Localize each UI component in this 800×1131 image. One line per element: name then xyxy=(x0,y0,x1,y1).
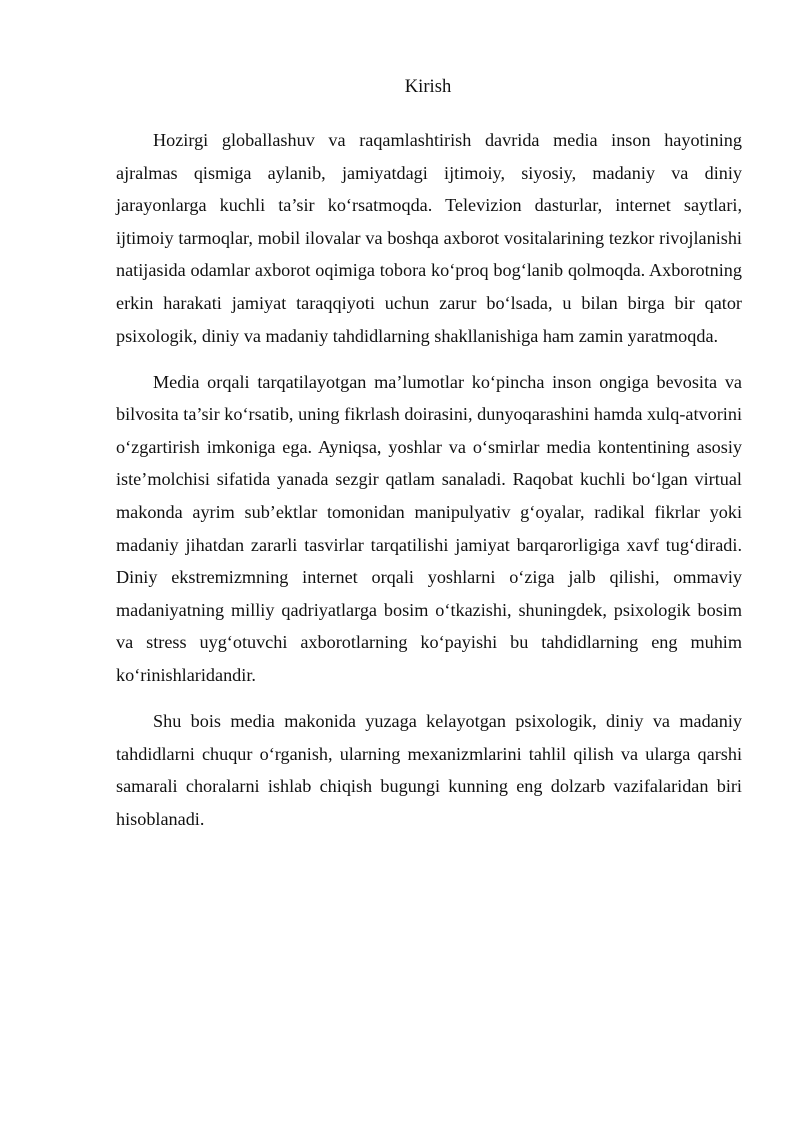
page-title: Kirish xyxy=(404,76,452,97)
paragraph-1: Hozirgi globallashuv va raqamlashtirish davrida media inson hayotining ajralmas qismiga aylanib, jamiyatdagi ijtimoiy, siyosiy, madaniy va diniy jarayonlarga kuchli ta’sir ko‘rsatmoqda. Televizion dasturlar, internet saytlari, ijtimoiy tarmoqlar, mobil ilovalar va boshqa axborot vositalarining tezkor rivojlanishi natijasida odamlar axborot oqimiga tobora ko‘proq bog‘lanib qolmoqda. Axborotning erkin harakati jamiyat taraqqiyoti uchun zarur bo‘lsada, u bilan birga bir qator psixologik, diniy va madaniy tahdidlarning shakllanishiga ham zamin yaratmoqda. xyxy=(116,130,742,346)
paragraph-3: Shu bois media makonida yuzaga kelayotgan psixologik, diniy va madaniy tahdidlarni chuqur o‘rganish, ularning mexanizmlarini tahlil qilish va ularga qarshi samarali choralarni ishlab chiqish bugungi kunning eng dolzarb vazifalaridan biri hisoblanadi. xyxy=(116,711,742,829)
paragraph-2: Media orqali tarqatilayotgan ma’lumotlar ko‘pincha inson ongiga bevosita va bilvosita ta’sir ko‘rsatib, uning fikrlash doirasini, dunyoqarashini hamda xulq-atvorini o‘zgartirish imkoniga ega. Ayniqsa, yoshlar va o‘smirlar media kontentining asosiy iste’molchisi sifatida yanada sezgir qatlam sanaladi. Raqobat kuchli bo‘lgan virtual makonda ayrim sub’ektlar tomonidan manipulyativ g‘oyalar, radikal fikrlar yoki madaniy jihatdan zararli tasvirlar tarqatilishi jamiyat barqarorligiga xavf tug‘diradi. Diniy ekstremizmning internet orqali yoshlarni o‘ziga jalb qilishi, ommaviy madaniyatning milliy qadriyatlarga bosim o‘tkazishi, shuningdek, psixologik bosim va stress uyg‘otuvchi axborotlarning ko‘payishi bu tahdidlarning eng muhim ko‘rinishlaridandir. xyxy=(116,371,742,685)
document-body xyxy=(116,124,742,835)
